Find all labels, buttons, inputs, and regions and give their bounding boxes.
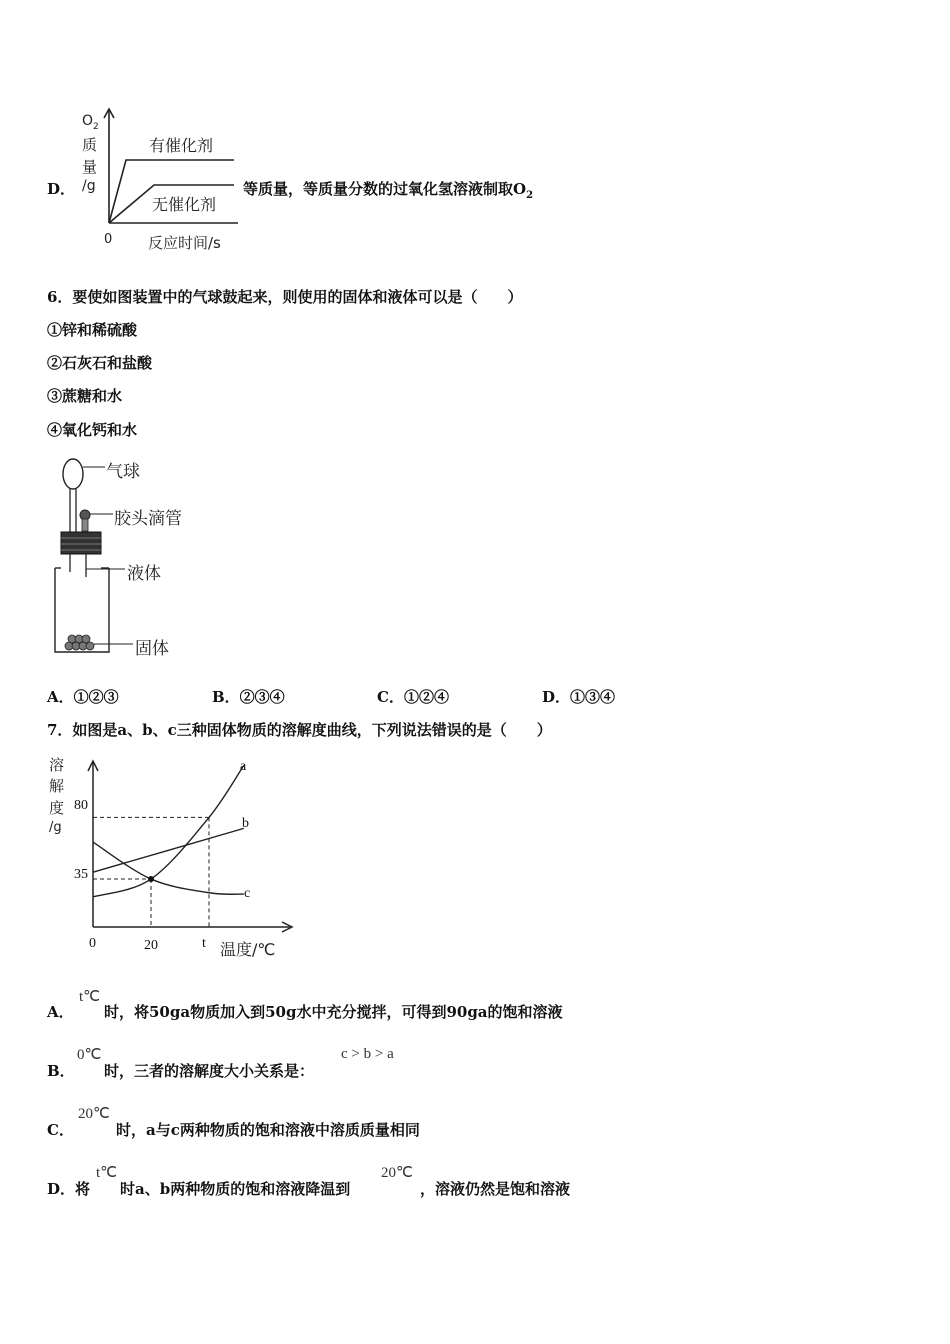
q7-option-c-text: 时，a与c两种物质的饱和溶液中溶质质量相同	[116, 1121, 420, 1139]
q6-item-1: ①锌和稀硫酸	[47, 321, 138, 339]
q7-curve-label-c: c	[244, 886, 251, 901]
q5-option-d-letter: D．	[47, 180, 76, 198]
label-solid: 固体	[135, 639, 169, 659]
q7-curve-label-b: b	[242, 816, 249, 831]
q7-option-d-text2: ，溶液仍然是饱和溶液	[420, 1180, 571, 1198]
q7-ylabel-1: 溶	[49, 756, 65, 774]
q7-ylabel-2: 解	[49, 777, 65, 795]
q7-option-d-letter: D．将	[47, 1180, 91, 1198]
q6-option-a: A．①②③	[47, 688, 119, 706]
q7-curve-label-a: a	[240, 759, 247, 774]
q7-option-b-cond: 0℃	[77, 1047, 102, 1063]
q5-curve-label-with-catalyst: 有催化剂	[149, 136, 214, 155]
q7-option-d-cond: t℃	[96, 1165, 118, 1181]
q6-option-c: C．①②④	[377, 688, 449, 706]
q6-apparatus-diagram	[45, 452, 205, 662]
q7-tick-35: 35	[74, 867, 88, 882]
q7-solubility-chart	[60, 755, 320, 955]
q6-option-b: B．②③④	[212, 688, 285, 706]
q5-curve-label-without-catalyst: 无催化剂	[152, 195, 217, 214]
q7-xlabel: 温度/℃	[220, 940, 276, 959]
q7-option-b-relation: c > b > a	[341, 1046, 394, 1062]
label-balloon: 气球	[106, 462, 140, 482]
q7-curve-a	[93, 765, 244, 897]
q5-option-d-text: 等质量，等质量分数的过氧化氢溶液制取$O_2$	[243, 180, 534, 201]
q7-option-d-cond2: 20℃	[381, 1165, 413, 1181]
q7-intersection-point	[148, 876, 154, 882]
balloon	[63, 459, 83, 489]
q6-item-2: ②石灰石和盐酸	[47, 354, 153, 372]
q7-option-b-text: 时，三者的溶解度大小关系是：	[104, 1062, 315, 1080]
q7-xtick-t: t	[202, 936, 206, 951]
dropper-bulb	[80, 510, 90, 520]
q7-tick-80: 80	[74, 798, 88, 813]
q7-option-c-letter: C．	[47, 1121, 74, 1139]
q7-curve-b	[93, 828, 244, 872]
q7-xtick-0: 0	[89, 936, 96, 951]
q7-option-a-cond: t℃	[79, 989, 101, 1005]
stopper	[61, 532, 101, 554]
q5-ylabel-3: /g	[82, 178, 96, 194]
label-dropper: 胶头滴管	[114, 509, 182, 529]
q5-ylabel-1: 质	[82, 136, 98, 154]
solid-pile	[65, 635, 94, 650]
q7-stem: 7．如图是a、b、c三种固体物质的溶解度曲线，下列说法错误的是（ ）	[47, 721, 552, 739]
q5-ylabel-2: 量	[82, 158, 98, 176]
q5-ylabel-o2: $O_2$	[82, 113, 99, 132]
q6-item-4: ④氧化钙和水	[47, 421, 138, 439]
q7-option-b-letter: B．	[47, 1062, 75, 1080]
q7-ylabel-3: 度	[49, 799, 65, 817]
q7-ylabel-4: /g	[49, 820, 62, 835]
q7-xtick-20: 20	[144, 938, 158, 953]
label-liquid: 液体	[127, 564, 161, 584]
q7-option-d-text: 时a、b两种物质的饱和溶液降温到	[120, 1180, 351, 1198]
q6-item-3: ③蔗糖和水	[47, 387, 123, 405]
q6-option-d: D．①③④	[542, 688, 616, 706]
q7-option-a-letter: A．	[47, 1003, 74, 1021]
q5-origin-label: 0	[104, 232, 113, 247]
q7-option-a-text: 时，将50ga物质加入到50g水中充分搅拌，可得到90ga的饱和溶液	[104, 1003, 563, 1021]
q5-xlabel: 反应时间/s	[148, 234, 221, 252]
q6-stem: 6．要使如图装置中的气球鼓起来，则使用的固体和液体可以是（ ）	[47, 288, 523, 306]
q7-option-c-cond: 20℃	[78, 1106, 110, 1122]
